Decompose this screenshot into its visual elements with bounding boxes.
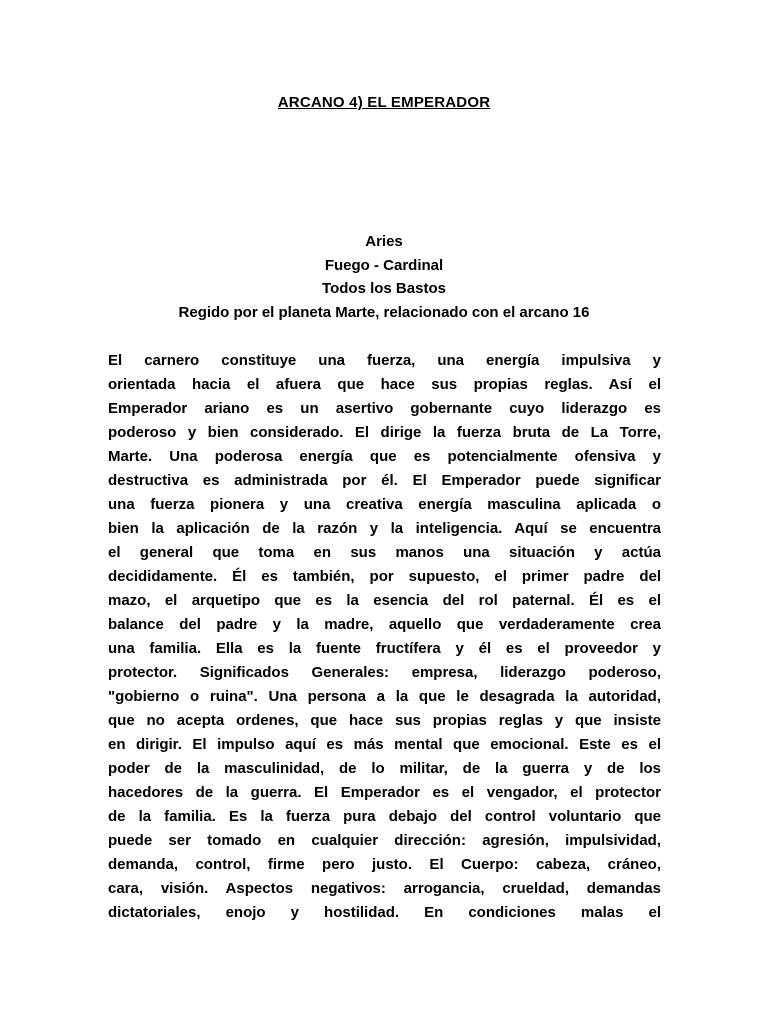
- heading-block: [0, 230, 768, 324]
- body-line: una fuerza pionera y una creativa energía masculina aplicada o: [108, 496, 661, 513]
- body-line: bien la aplicación de la razón y la inteligencia. Aquí se encuentra: [108, 520, 661, 537]
- body-line: en dirigir. El impulso aquí es más mental que emocional. Este es el: [108, 736, 661, 753]
- heading-line-element: Fuego - Cardinal: [324, 256, 444, 274]
- body-line: balance del padre y la madre, aquello que verdaderamente crea: [108, 616, 661, 633]
- body-line: cara, visión. Aspectos negativos: arrogancia, crueldad, demandas: [108, 880, 661, 897]
- body-paragraph: [108, 349, 661, 925]
- body-line: destructiva es administrada por él. El Emperador puede significar: [108, 472, 661, 489]
- body-line: poderoso y bien considerado. El dirige la fuerza bruta de La Torre,: [108, 424, 661, 441]
- body-line: que no acepta ordenes, que hace sus propias reglas y que insiste: [108, 712, 661, 729]
- body-line: orientada hacia el afuera que hace sus propias reglas. Así el: [108, 376, 661, 393]
- body-line: El carnero constituye una fuerza, una energía impulsiva y: [108, 352, 661, 369]
- heading-line-sign: Aries: [365, 233, 403, 250]
- body-line: el general que toma en sus manos una situación y actúa: [108, 544, 661, 561]
- body-line: puede ser tomado en cualquier dirección: agresión, impulsividad,: [108, 832, 661, 849]
- body-line: "gobierno o ruina". Una persona a la que le desagrada la autoridad,: [108, 688, 661, 705]
- body-line: de la familia. Es la fuerza pura debajo del control voluntario que: [108, 808, 661, 825]
- heading-line-ruler: Regido por el planeta Marte, relacionado con el arcano 16: [178, 303, 590, 321]
- body-line: hacedores de la guerra. El Emperador es el vengador, el protector: [108, 784, 661, 801]
- document-title: ARCANO 4) EL EMPERADOR: [277, 94, 491, 111]
- body-line: Marte. Una poderosa energía que es potencialmente ofensiva y: [108, 448, 661, 465]
- body-line: mazo, el arquetipo que es la esencia del rol paternal. Él es el: [108, 592, 661, 609]
- body-line: poder de la masculinidad, de lo militar, de la guerra y de los: [108, 760, 661, 777]
- body-line: dictatoriales, enojo y hostilidad. En condiciones malas el: [108, 904, 661, 921]
- body-line: una familia. Ella es la fuente fructífera y él es el proveedor y: [108, 640, 661, 657]
- body-line: protector. Significados Generales: empresa, liderazgo poderoso,: [108, 664, 661, 681]
- heading-line-suit: Todos los Bastos: [322, 280, 446, 297]
- body-line: Emperador ariano es un asertivo gobernante cuyo liderazgo es: [108, 400, 661, 417]
- body-line: demanda, control, firme pero justo. El Cuerpo: cabeza, cráneo,: [108, 856, 661, 873]
- body-line: decididamente. Él es también, por supuesto, el primer padre del: [108, 568, 661, 585]
